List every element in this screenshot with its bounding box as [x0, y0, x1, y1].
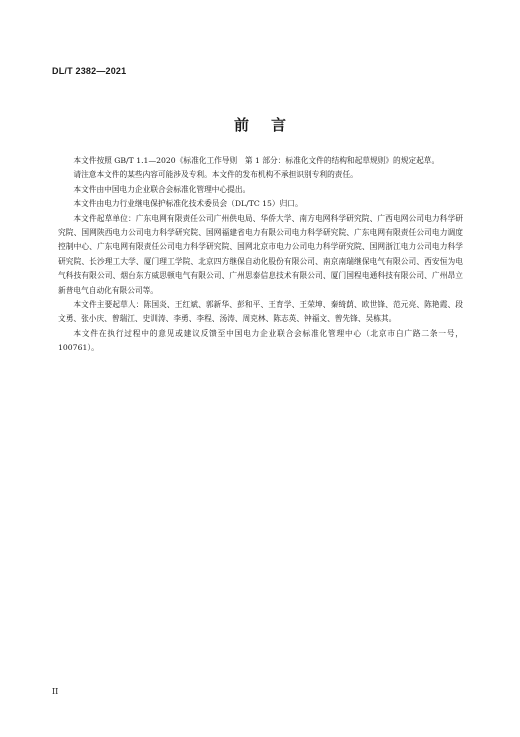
- paragraph-responsible-committee: 本文件由电力行业继电保护标准化技术委员会（DL/TC 15）归口。: [73, 199, 303, 209]
- paragraph-drafting-rules: 本文件按照 GB/T 1.1—2020《标准化工作导则 第 1 部分：标准化文件的结构和起草规则》的规定起草。: [73, 156, 440, 165]
- paragraph-patent-notice: 请注意本文件的某些内容可能涉及专利。本文件的发布机构不承担识别专利的责任。: [73, 170, 358, 180]
- document-code: DL/T 2382—2021: [52, 66, 127, 76]
- paragraph-drafting-organizations: 本文件起草单位：广东电网有限责任公司广州供电局、华侨大学、南方电网科学研究院、广西电网公司电力科学研究院、国网陕西电力公司电力科学研究院、国网福建省电力有限公司电力科学研究院、广东电网有限责任公司电力调度控制中心、广东电网有限责任公司电力科学研究院、国网北京市电力公司电力科学研究院、国网浙江电力公司电力科学研究院、长沙理工大学、厦门理工学院、北京四方继保自动化股份有限公司、南京南瑞继保电气有限公司、西安恒为电气科技有限公司、烟台东方威思顿电气有限公司、广州思泰信息技术有限公司、厦门国程电通科技有限公司、广州昂立新普电气自动化有限公司等。: [58, 213, 463, 295]
- paragraph-feedback: 本文件在执行过程中的意见或建议反馈至中国电力企业联合会标准化管理中心（北京市白广路二条一号，100761）。: [58, 328, 463, 353]
- paragraph-main-drafters: 本文件主要起草人：陈国炎、王红斌、郭新华、彭和平、王育学、王荣坤、秦绮荫、欧世锋、范元亮、陈艳霞、段文勇、张小庆、曾瑞江、史训涛、李勇、李程、汤涛、周克林、陈志英、钟福文、曾先锋、吴栋其。: [58, 300, 463, 324]
- foreword-body: [58, 154, 463, 356]
- page-title: 前言: [233, 116, 308, 134]
- page-number: II: [52, 687, 59, 696]
- paragraph-proposer: 本文件由中国电力企业联合会标准化管理中心提出。: [73, 184, 251, 194]
